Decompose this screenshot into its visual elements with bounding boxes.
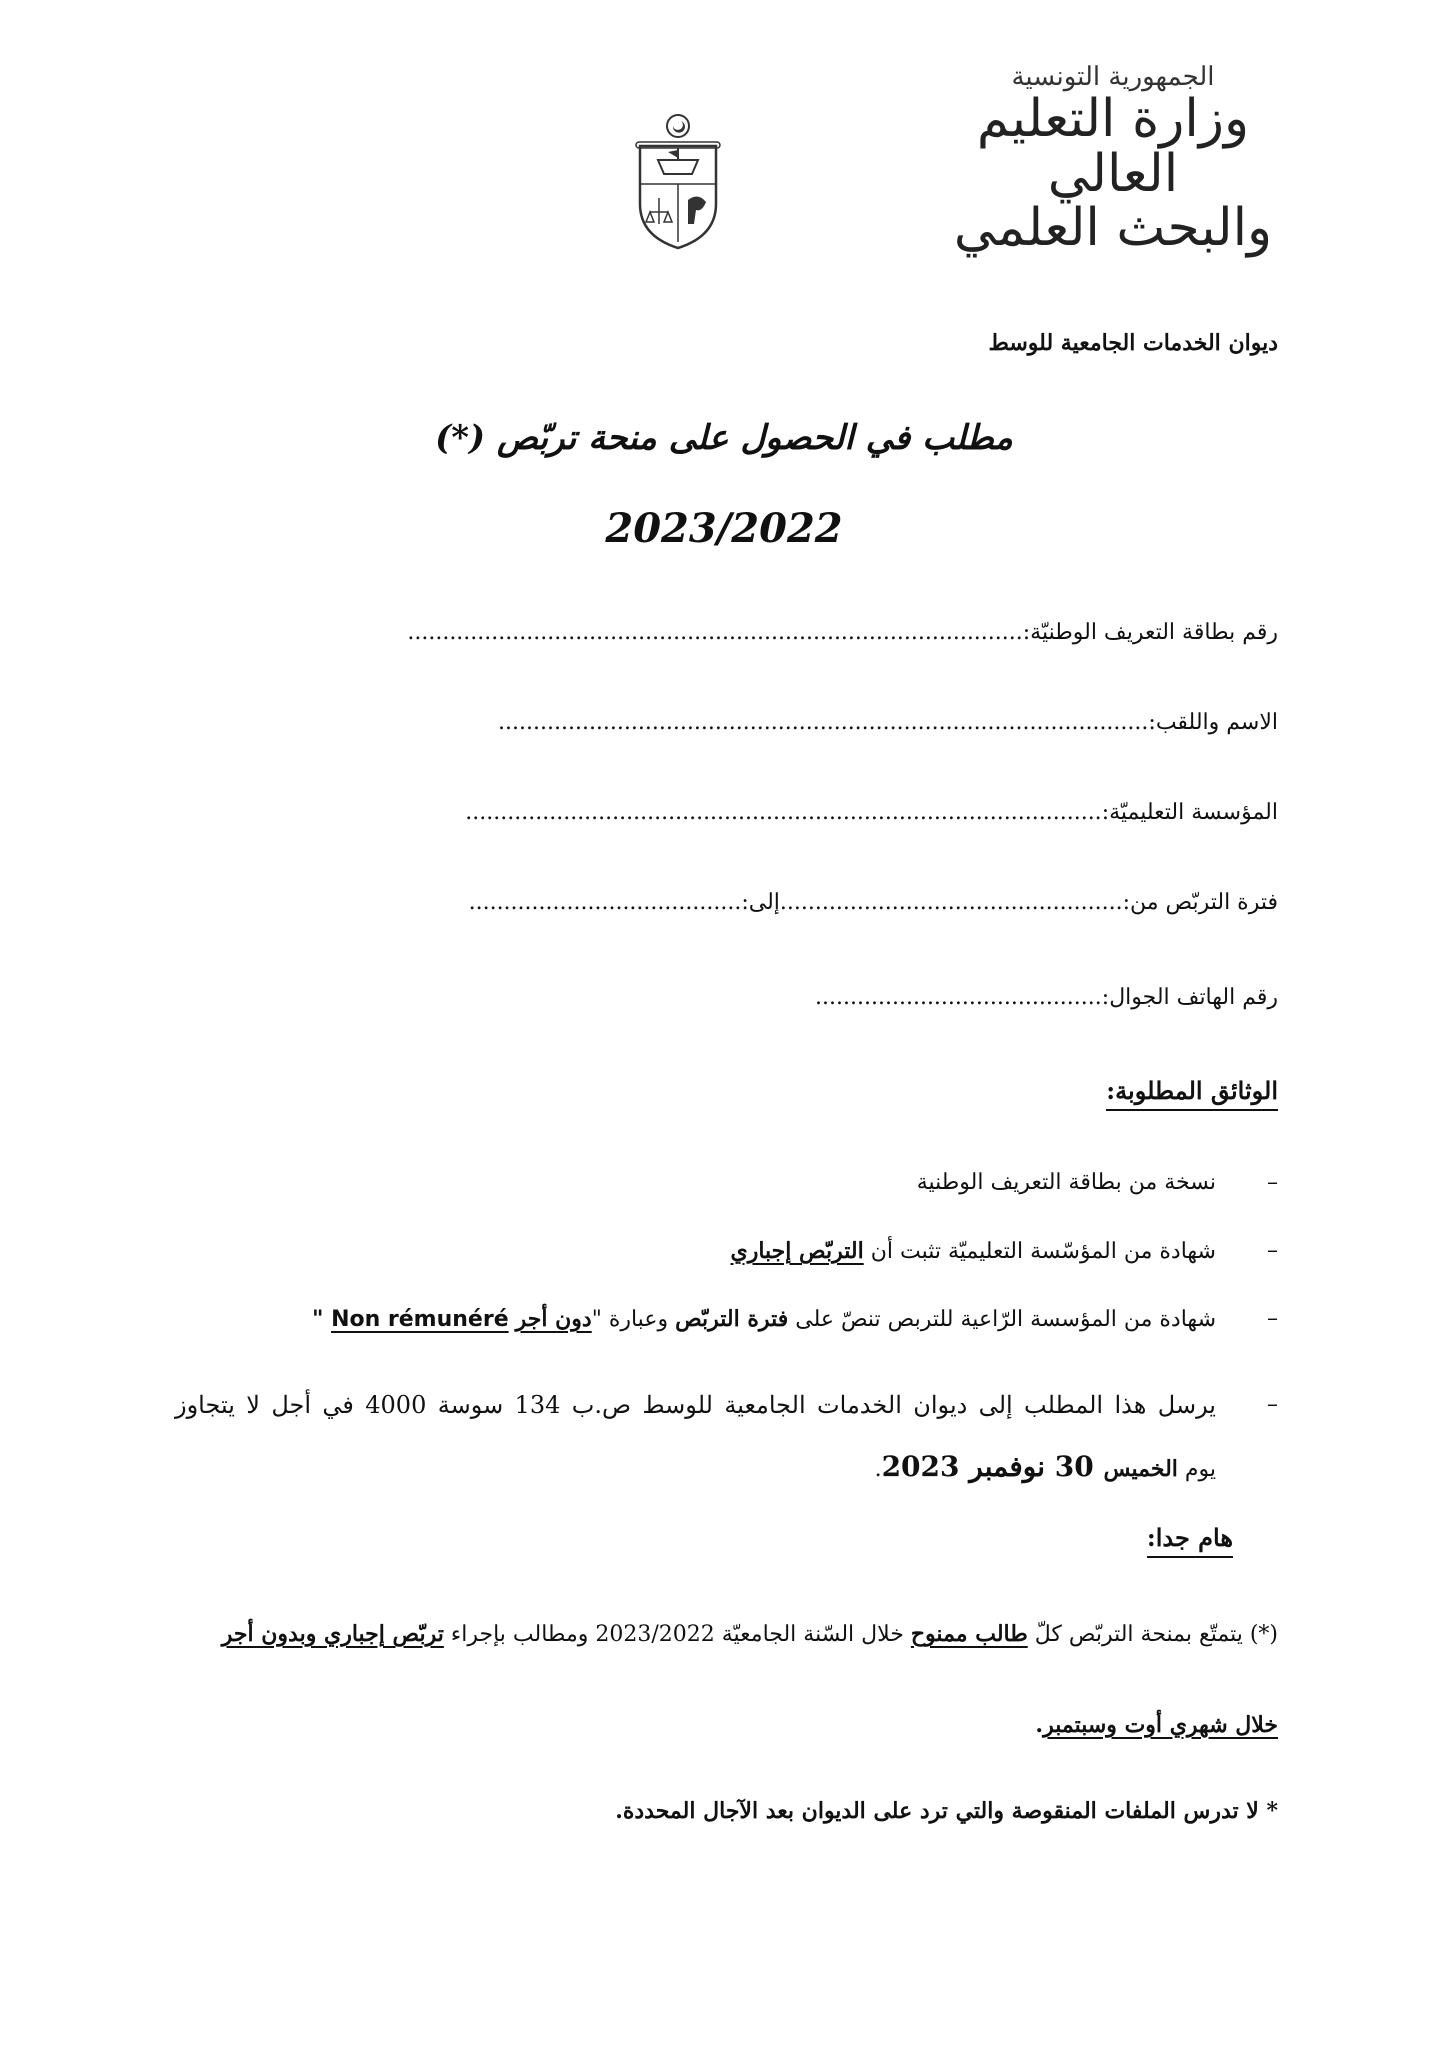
important-note: (*) يتمتّع بمنحة التربّص كلّ طالب ممنوح خلال السّنة الجامعيّة 2023/2022 ومطالب بإجراء تربّص إجباري وبدون أجر xyxy=(221,1621,1278,1647)
ministry-name xyxy=(948,89,1278,259)
period-to-label: إلى: xyxy=(741,890,780,915)
letterhead xyxy=(948,62,1278,259)
name-dots: ............................................................................................. xyxy=(498,710,1149,735)
document-item-4: – يرسل هذا المطلب إلى ديوان الخدمات الجامعية للوسط ص.ب 134 سوسة 4000 في أجل لا يتجاوز يوم الخميس 30 نوفمبر 2023. xyxy=(175,1374,1278,1501)
bullet-dash: – xyxy=(1267,1306,1278,1331)
late-files-notice: * لا تدرس الملفات المنقوصة والتي ترد على الديوان بعد الآجال المحددة. xyxy=(615,1798,1278,1824)
period-from-label: فترة التربّص من: xyxy=(1122,890,1278,915)
bullet-dash: – xyxy=(1267,1238,1278,1263)
phone-dots: ......................................... xyxy=(815,985,1102,1010)
office-name: ديوان الخدمات الجامعية للوسط xyxy=(988,330,1278,356)
document-item-3: – شهادة من المؤسسة الرّاعية للتربص تنصّ على فترة التربّص وعبارة "دون أجر Non rémunéré " xyxy=(311,1306,1278,1332)
republic-name: الجمهورية التونسية xyxy=(1011,62,1215,92)
phone-field[interactable] xyxy=(815,985,1278,1010)
id-card-dots: ........................................................................................ xyxy=(407,620,1023,645)
phone-label: رقم الهاتف الجوال: xyxy=(1101,985,1278,1010)
id-card-field[interactable] xyxy=(407,620,1278,645)
institution-label: المؤسسة التعليميّة: xyxy=(1101,800,1278,825)
form-title: مطلب في الحصول على منحة تربّص (*) xyxy=(435,418,1013,458)
important-note-line-2: خلال شهري أوت وسبتمبر. xyxy=(1035,1712,1278,1738)
name-label: الاسم واللقب: xyxy=(1148,710,1278,735)
institution-field[interactable] xyxy=(465,800,1278,825)
id-card-label: رقم بطاقة التعريف الوطنيّة: xyxy=(1022,620,1278,645)
unpaid-ar-text: دون أجر xyxy=(515,1306,592,1332)
important-heading: هام جدا: xyxy=(1147,1523,1233,1558)
academic-year: 2023/2022 xyxy=(605,505,843,552)
ministry-line-1: وزارة التعليم العالي xyxy=(976,89,1250,204)
document-item-2: – شهادة من المؤسّسة التعليميّة تثبت أن التربّص إجباري xyxy=(730,1238,1278,1264)
period-field[interactable]: فترة التربّص من:.................................................إلى:....................................... xyxy=(468,890,1278,915)
institution-dots: ........................................................................................... xyxy=(465,800,1102,825)
unpaid-fr-text: Non rémunéré xyxy=(331,1307,509,1332)
documents-heading: الوثائق المطلوبة: xyxy=(1106,1076,1278,1111)
coat-of-arms-icon xyxy=(632,112,724,252)
bullet-dash: – xyxy=(1267,1170,1278,1195)
bullet-dash: – xyxy=(1267,1392,1278,1417)
ministry-line-2: والبحث العلمي xyxy=(953,198,1273,259)
mandatory-internship-text: التربّص إجباري xyxy=(730,1238,864,1264)
internship-period-text: فترة التربّص xyxy=(675,1306,789,1332)
name-field[interactable] xyxy=(498,710,1278,735)
deadline-date: 30 نوفمبر 2023 xyxy=(881,1450,1104,1483)
document-item-1: – نسخة من بطاقة التعريف الوطنية xyxy=(916,1170,1278,1195)
